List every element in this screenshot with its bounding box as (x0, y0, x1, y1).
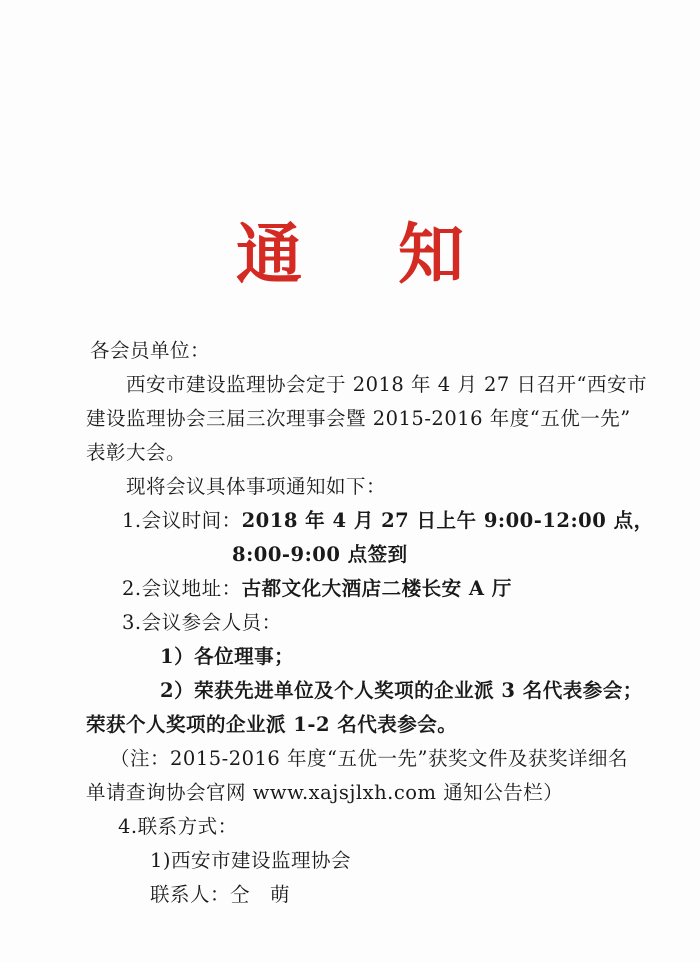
meeting-time-label: 1.会议时间： (122, 509, 242, 532)
attendee-item-2-line-1: 2）荣获先进单位及个人奖项的企业派 3 名代表参会； (160, 679, 643, 702)
intro-line-3: 表彰大会。 (86, 441, 187, 464)
title-char-2: 知 (398, 215, 464, 293)
contact-organization: 1)西安市建设监理协会 (150, 849, 352, 872)
title-char-1: 通 (236, 215, 302, 293)
contact-person: 联系人：仝 萌 (150, 883, 291, 906)
meeting-venue-value: 古都文化大酒店二楼长安 A 厅 (241, 577, 512, 600)
meeting-checkin: 8:00-9:00 点签到 (232, 543, 408, 566)
attendees-label: 3.会议参会人员： (122, 611, 282, 634)
meeting-venue-label: 2.会议地址： (122, 577, 242, 600)
salutation: 各会员单位： (90, 339, 211, 362)
attendee-item-2-line-2: 荣获个人奖项的企业派 1-2 名代表参会。 (86, 713, 458, 736)
intro-line-2: 建设监理协会三届三次理事会暨 2015-2016 年度“五优一先” (86, 407, 631, 430)
meeting-time (122, 508, 654, 534)
notice-title (0, 214, 700, 294)
lead-sentence: 现将会议具体事项通知如下： (126, 475, 387, 498)
meeting-venue (122, 576, 512, 602)
meeting-time-value: 2018 年 4 月 27 日上午 9:00-12:00 点， (241, 509, 654, 532)
note-line-1: （注：2015-2016 年度“五优一先”获奖文件及获奖详细名 (110, 747, 628, 770)
attendee-item-1: 1）各位理事； (160, 645, 295, 668)
note-line-2: 单请查询协会官网 www.xajsjlxh.com 通知公告栏） (86, 781, 564, 804)
contact-label: 4.联系方式： (118, 815, 238, 838)
intro-line-1: 西安市建设监理协会定于 2018 年 4 月 27 日召开“西安市 (126, 373, 648, 396)
